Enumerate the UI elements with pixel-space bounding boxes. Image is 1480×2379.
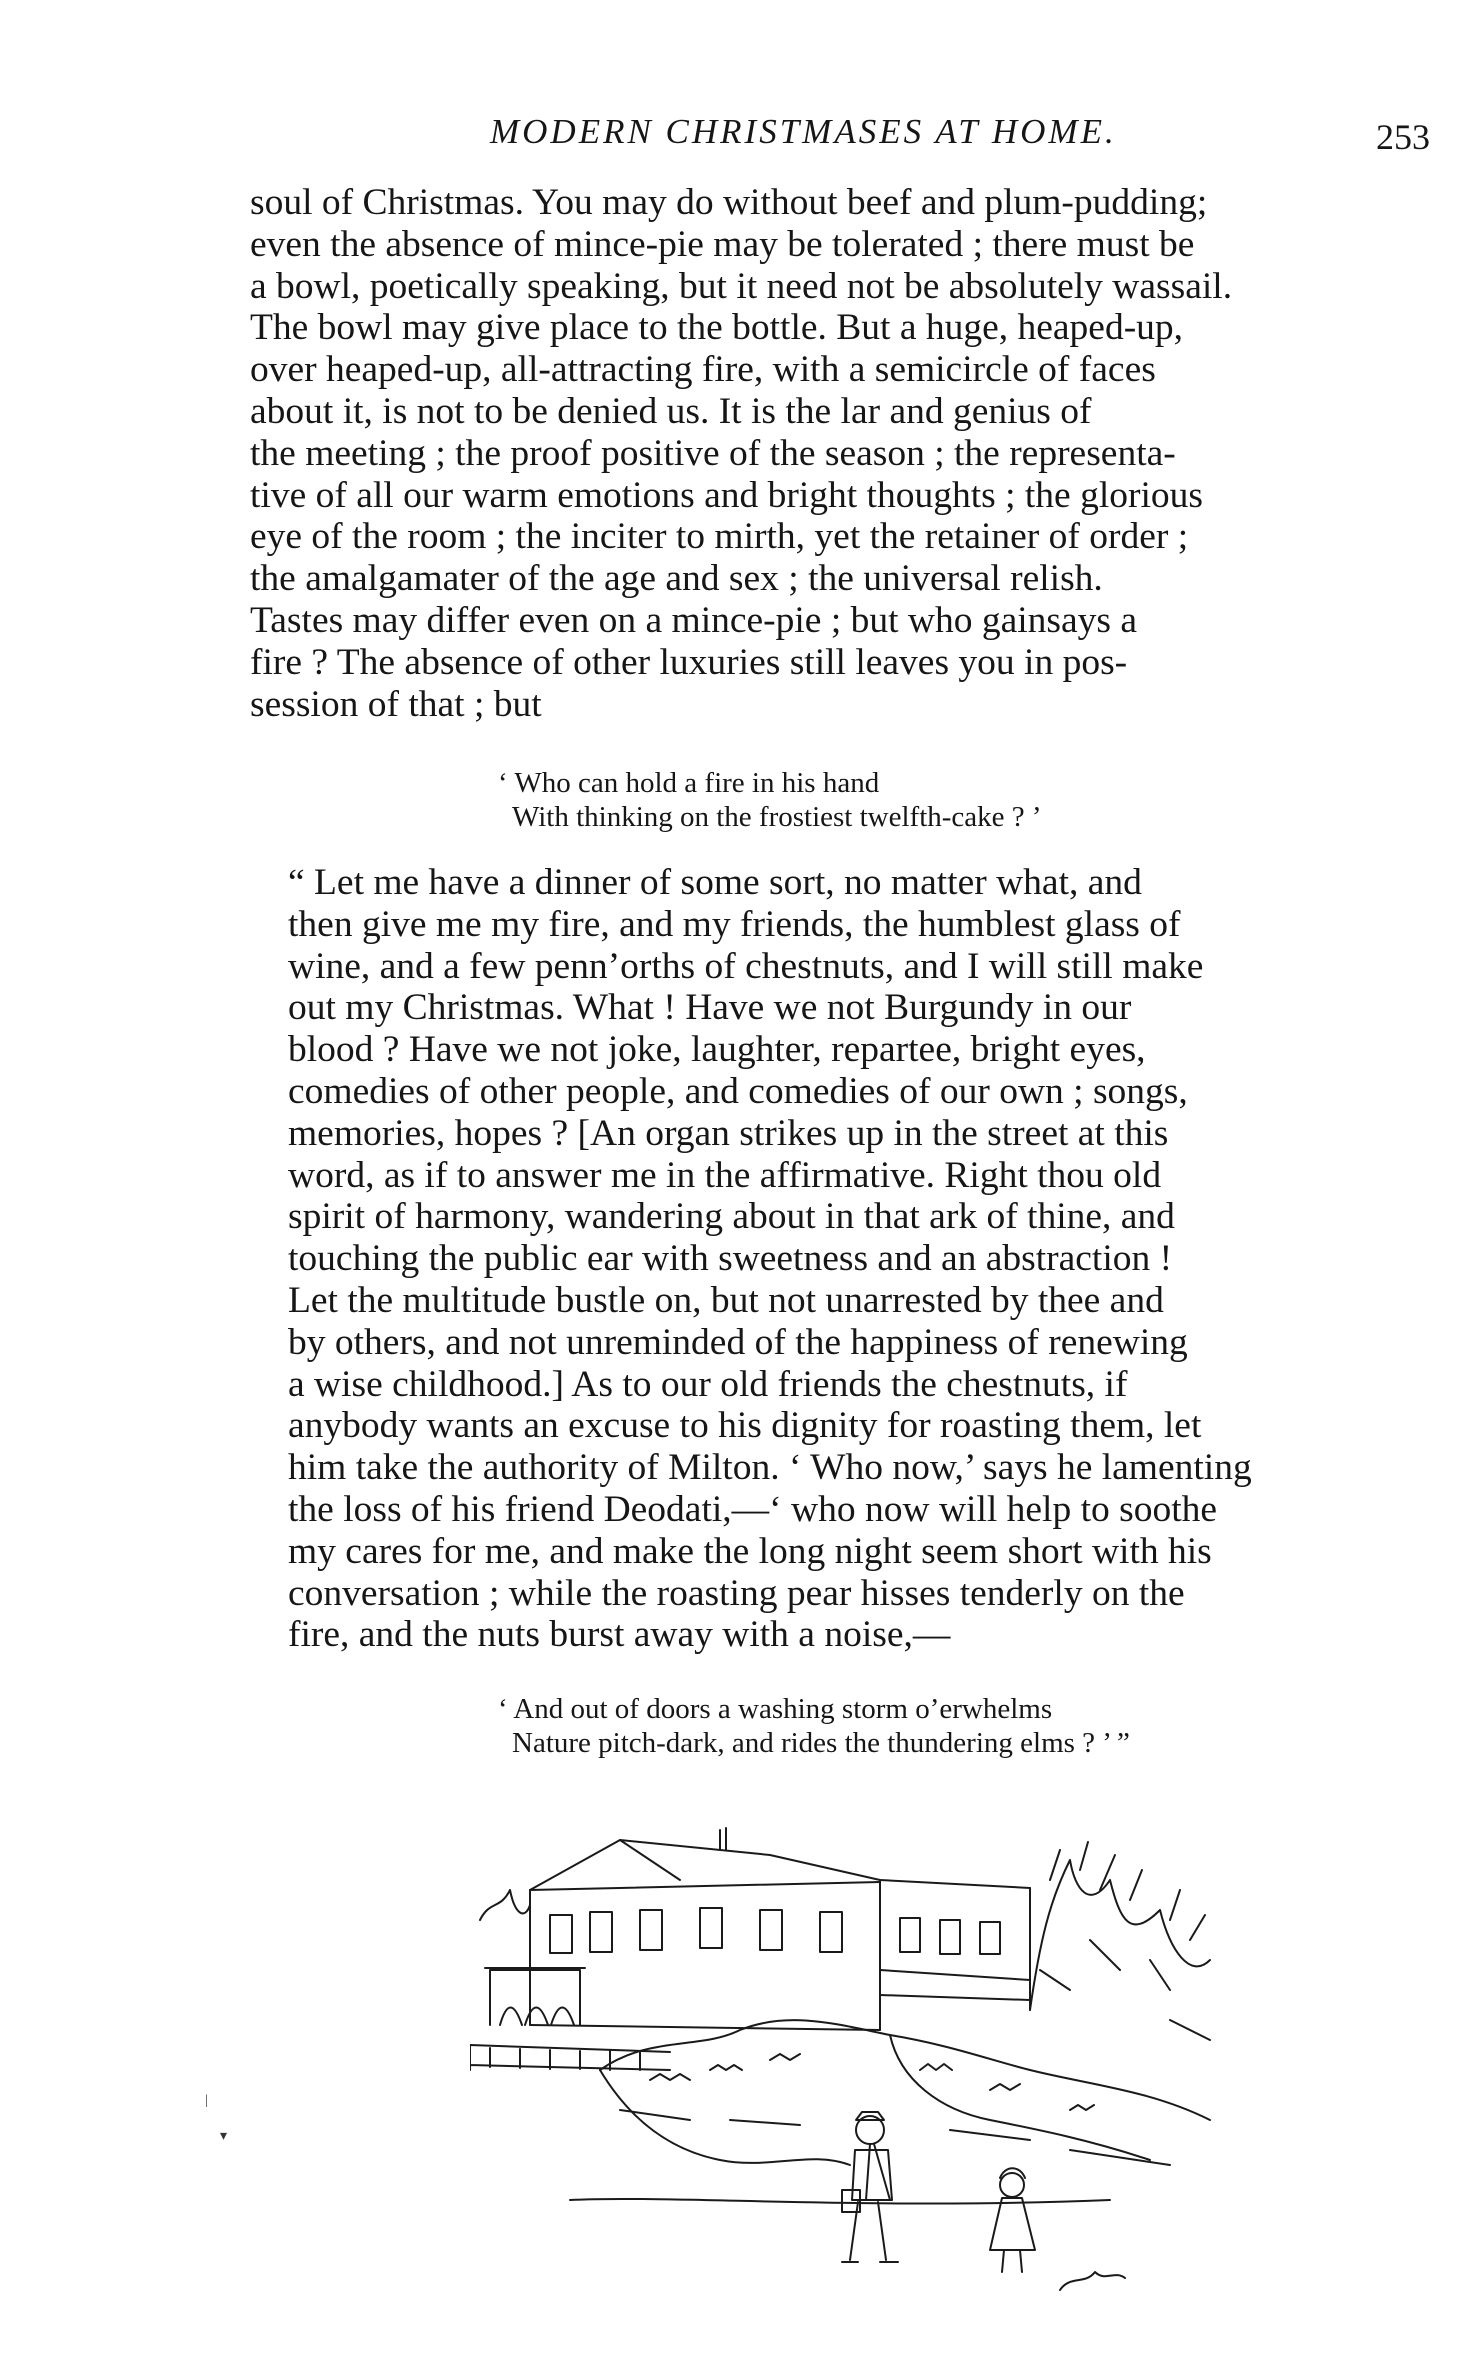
text-line: a wise childhood.] As to our old friends the chestnuts, if (288, 1363, 1128, 1405)
ground-line (570, 2199, 1110, 2204)
text-line: blood ? Have we not joke, laughter, repartee, bright eyes, (288, 1029, 1146, 1071)
text-line: wine, and a few penn’orths of chestnuts, and I will still make (288, 945, 1204, 987)
text-line: out my Christmas. What ! Have we not Burgundy in our (288, 987, 1132, 1029)
text-line: spirit of harmony, wandering about in that ark of thine, and (288, 1196, 1175, 1238)
running-head (250, 112, 1430, 162)
garden-wall (470, 2045, 670, 2070)
text-line: a bowl, poetically speaking, but it need not be absolutely wassail. (250, 265, 1233, 307)
text-line: him take the authority of Milton. ‘ Who now,’ says he lamenting (288, 1447, 1252, 1489)
text-line: by others, and not unreminded of the happiness of renewing (288, 1321, 1188, 1363)
text-line: the amalgamater of the age and sex ; the universal relish. (250, 558, 1103, 600)
house (530, 1828, 1030, 2030)
text-line: eye of the room ; the inciter to mirth, yet the retainer of order ; (250, 516, 1189, 558)
hillside (600, 2020, 1210, 2165)
text-line: Let the multitude bustle on, but not unarrested by thee and (288, 1279, 1164, 1321)
text-line: about it, is not to be denied us. It is the lar and genius of (250, 390, 1092, 432)
paragraph-2 (250, 862, 1420, 1656)
margin-speck: ▾ (220, 2129, 228, 2144)
text-line: then give me my fire, and my friends, the humblest glass of (288, 903, 1181, 945)
text-line: even the absence of mince-pie may be tolerated ; there must be (250, 223, 1195, 265)
text-line: “ Let me have a dinner of some sort, no matter what, and (288, 862, 1142, 903)
text-line: fire ? The absence of other luxuries still leaves you in pos- (250, 641, 1128, 683)
text-line: memories, hopes ? [An organ strikes up in the street at this (288, 1112, 1169, 1154)
paragraph-1 (250, 182, 1420, 725)
text-line: word, as if to answer me in the affirmative. Right thou old (288, 1154, 1162, 1196)
text-line: touching the public ear with sweetness and an abstraction ! (288, 1238, 1173, 1280)
verse-quote-1 (498, 766, 1042, 834)
text-line: Tastes may differ even on a mince-pie ; but who gainsays a (250, 599, 1138, 641)
arcade (485, 1968, 585, 2025)
margin-speck: | (205, 2093, 208, 2108)
text-line: fire, and the nuts burst away with a noise,— (288, 1614, 951, 1656)
text-line: over heaped-up, all-attracting fire, with a semicircle of faces (250, 349, 1156, 391)
verse-line: Nature pitch-dark, and rides the thundering elms ? ’ ” (512, 1727, 1130, 1759)
verse-quote-2 (498, 1692, 1130, 1760)
verse-line: With thinking on the frostiest twelfth-cake ? ’ (512, 801, 1042, 833)
text-line: the loss of his friend Deodati,—‘ who now will help to soothe (288, 1488, 1218, 1530)
running-title: MODERN CHRISTMASES AT HOME. (490, 112, 1117, 151)
text-line: soul of Christmas. You may do without beef and plum-pudding; (250, 182, 1208, 223)
text-line: anybody wants an excuse to his dignity for roasting them, let (288, 1405, 1202, 1447)
text-line: comedies of other people, and comedies of our own ; songs, (288, 1070, 1188, 1112)
page-number: 253 (1376, 117, 1430, 157)
text-line: session of that ; but (250, 683, 542, 725)
text-line: The bowl may give place to the bottle. But a huge, heaped-up, (250, 307, 1184, 349)
text-line: tive of all our warm emotions and bright thoughts ; the glorious (250, 474, 1203, 516)
verse-line: ‘ Who can hold a fire in his hand (498, 767, 880, 799)
girl-figure (990, 2168, 1035, 2272)
text-line: the meeting ; the proof positive of the season ; the representa- (250, 432, 1176, 474)
boy-figure (842, 2112, 898, 2262)
house-sketch-illustration (470, 1820, 1230, 2300)
verse-line: ‘ And out of doors a washing storm o’erwhelms (498, 1693, 1053, 1725)
text-line: my cares for me, and make the long night seem short with his (288, 1530, 1212, 1572)
text-line: conversation ; while the roasting pear hisses tenderly on the (288, 1572, 1185, 1614)
artist-signature (1060, 2272, 1125, 2290)
